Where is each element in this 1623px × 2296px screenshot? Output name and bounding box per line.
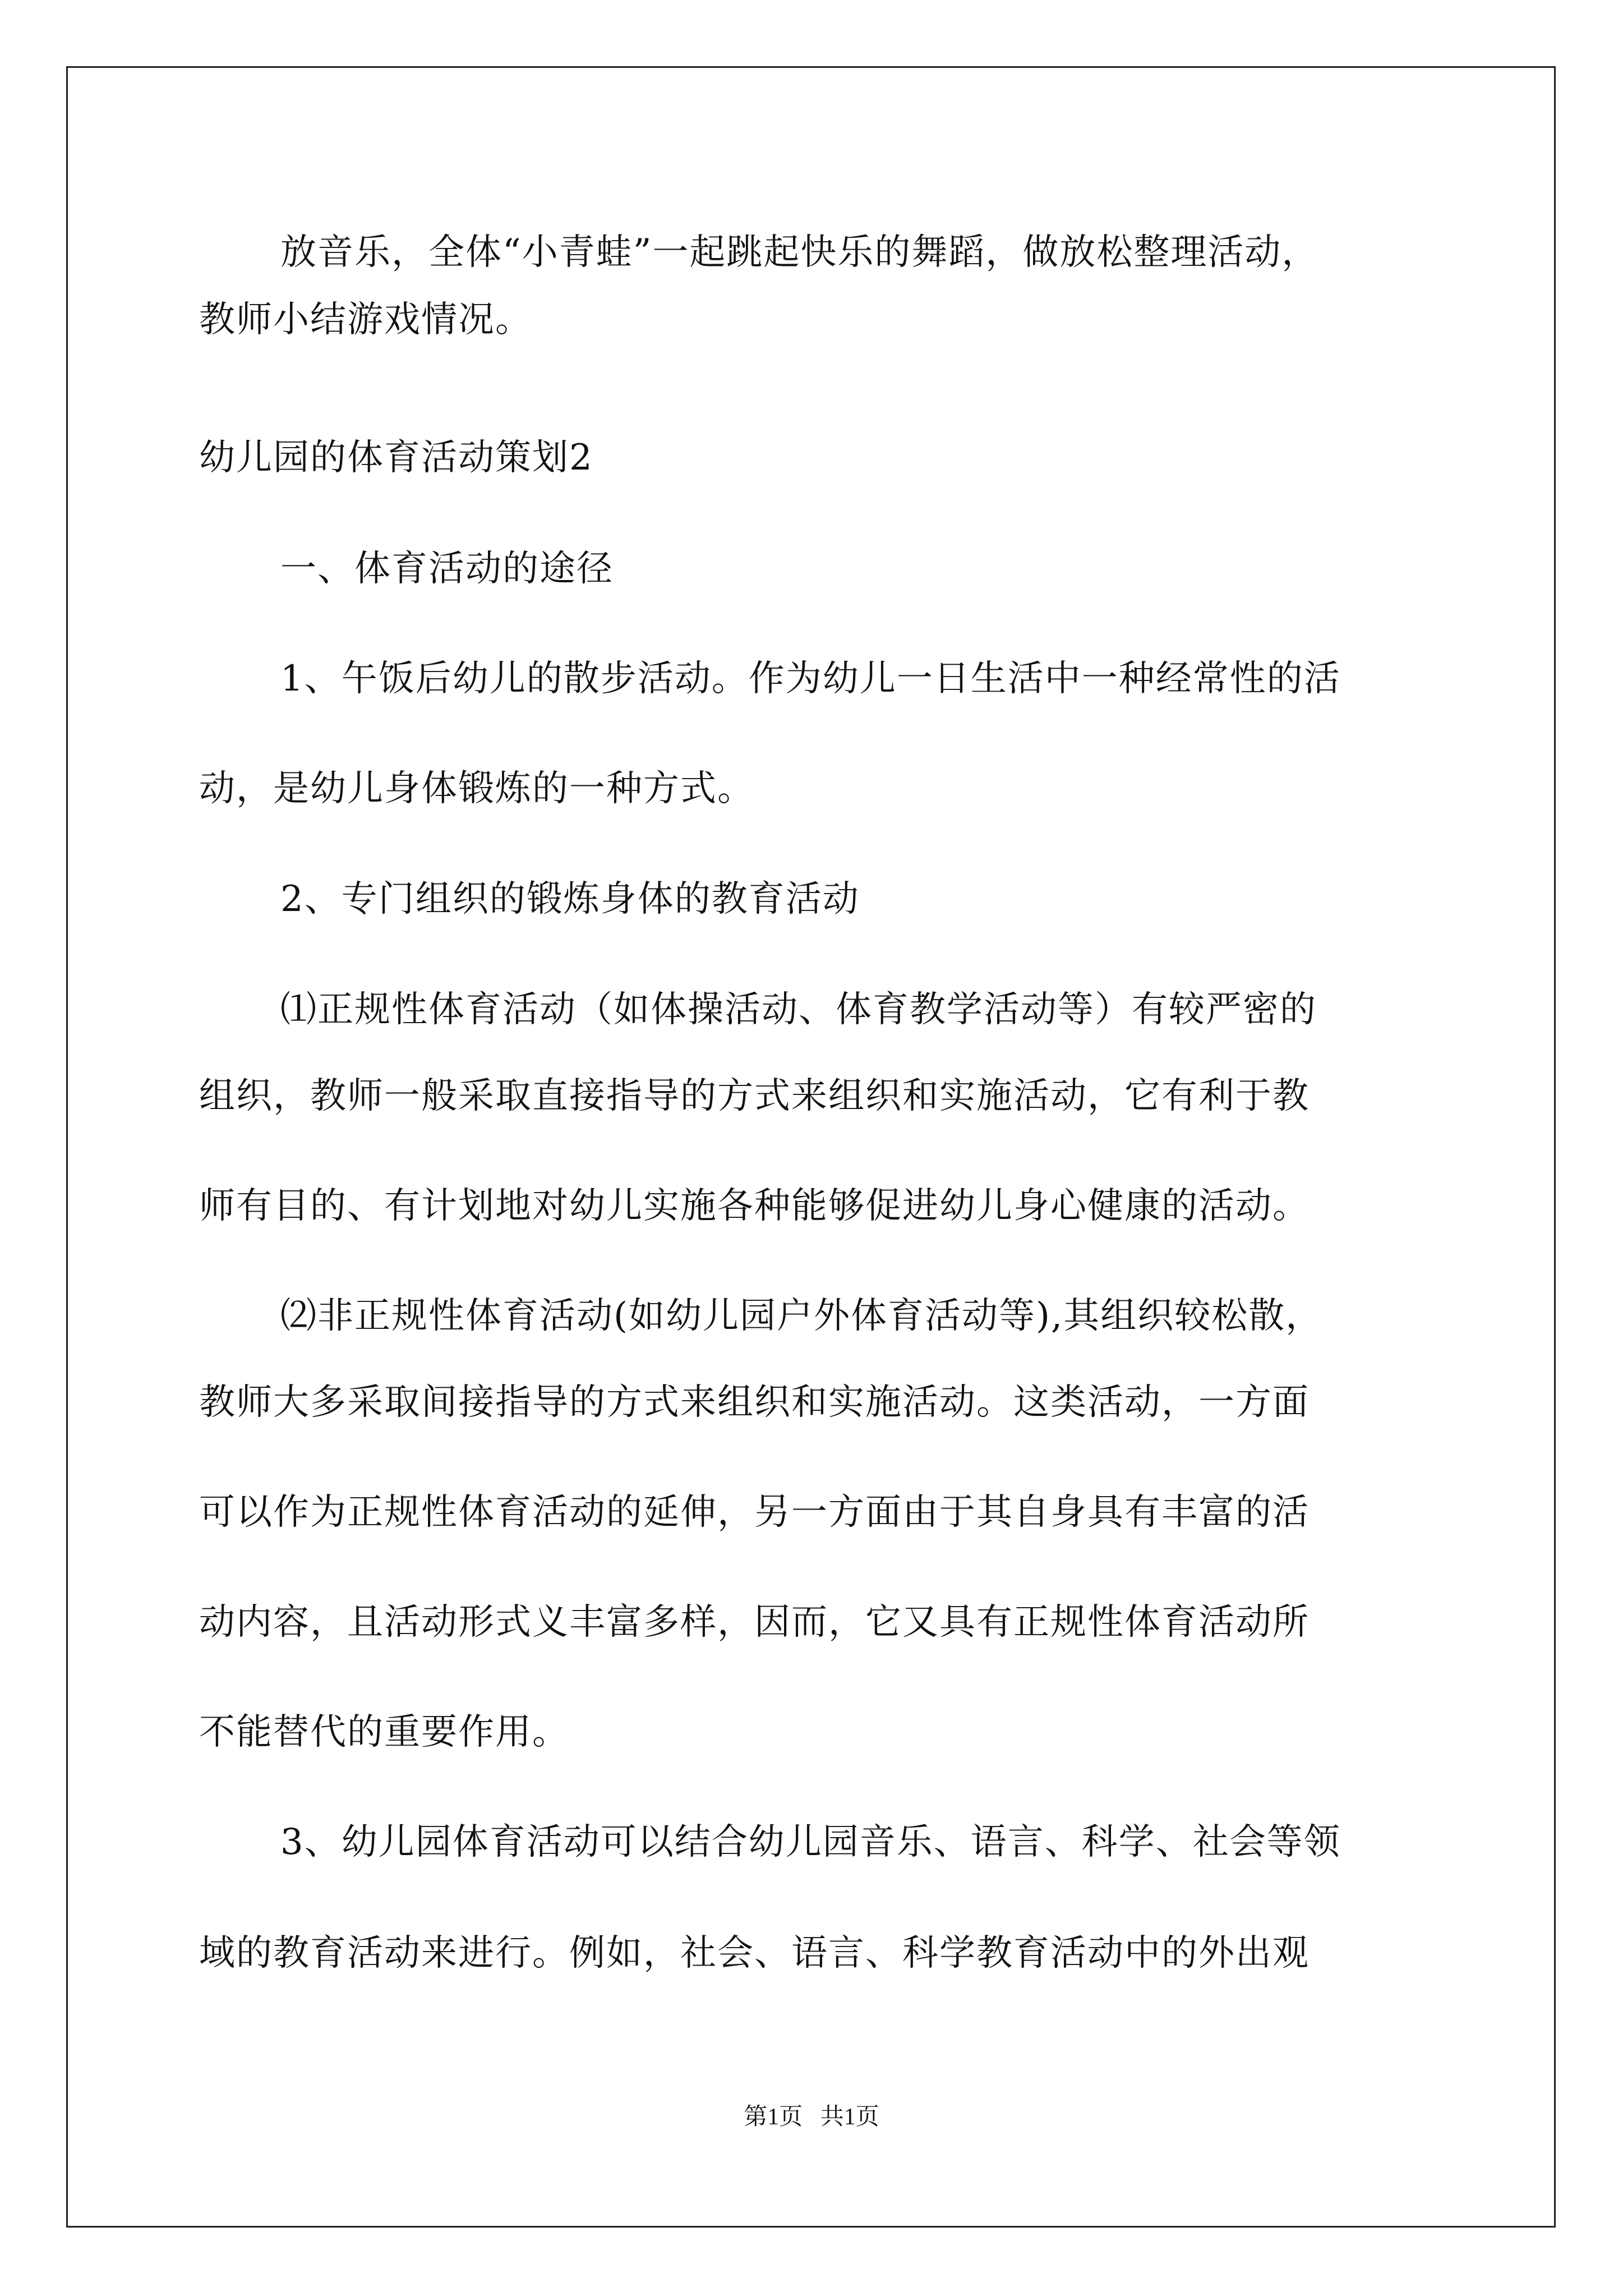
paragraph-line: ⑴正规性体育活动（如体操活动、体育教学活动等）有较严密的 <box>280 989 1317 1030</box>
paragraph-line: 动内容，且活动形式义丰富多样，因而，它又具有正规性体育活动所 <box>199 1602 1310 1643</box>
paragraph-line: 1、午饭后幼儿的散步活动。作为幼儿一日生活中一种经常性的活 <box>280 658 1341 700</box>
paragraph-line: 动，是幼儿身体锻炼的一种方式。 <box>199 768 754 809</box>
subheading: 一、体育活动的途径 <box>280 548 614 590</box>
paragraph-line: 教师大多采取间接指导的方式来组织和实施活动。这类活动，一方面 <box>199 1382 1310 1423</box>
paragraph-line: 不能替代的重要作用。 <box>199 1711 569 1753</box>
paragraph-line: ⑵非正规性体育活动(如幼儿园户外体育活动等),其组织较松散， <box>280 1295 1323 1337</box>
page-border <box>66 66 1556 2228</box>
paragraph-line: 可以作为正规性体育活动的延伸，另一方面由于其自身具有丰富的活 <box>199 1492 1310 1533</box>
paragraph-line: 域的教育活动来进行。例如，社会、语言、科学教育活动中的外出观 <box>199 1932 1310 1974</box>
paragraph-line: 3、幼儿园体育活动可以结合幼儿园音乐、语言、科学、社会等领 <box>280 1821 1341 1863</box>
paragraph-line: 放音乐，全体“小青蛙”一起跳起快乐的舞蹈，做放松整理活动， <box>280 232 1319 273</box>
paragraph-line: 组织，教师一般采取直接指导的方式来组织和实施活动，它有利于教 <box>199 1075 1310 1117</box>
paragraph-line: 教师小结游戏情况。 <box>199 299 532 341</box>
paragraph-line: 2、专门组织的锻炼身体的教育活动 <box>280 878 860 920</box>
paragraph-line: 师有目的、有计划地对幼儿实施各种能够促进幼儿身心健康的活动。 <box>199 1185 1310 1227</box>
page-footer: 第1页 共1页 <box>744 2104 879 2130</box>
section-heading: 幼儿园的体育活动策划2 <box>199 437 593 478</box>
